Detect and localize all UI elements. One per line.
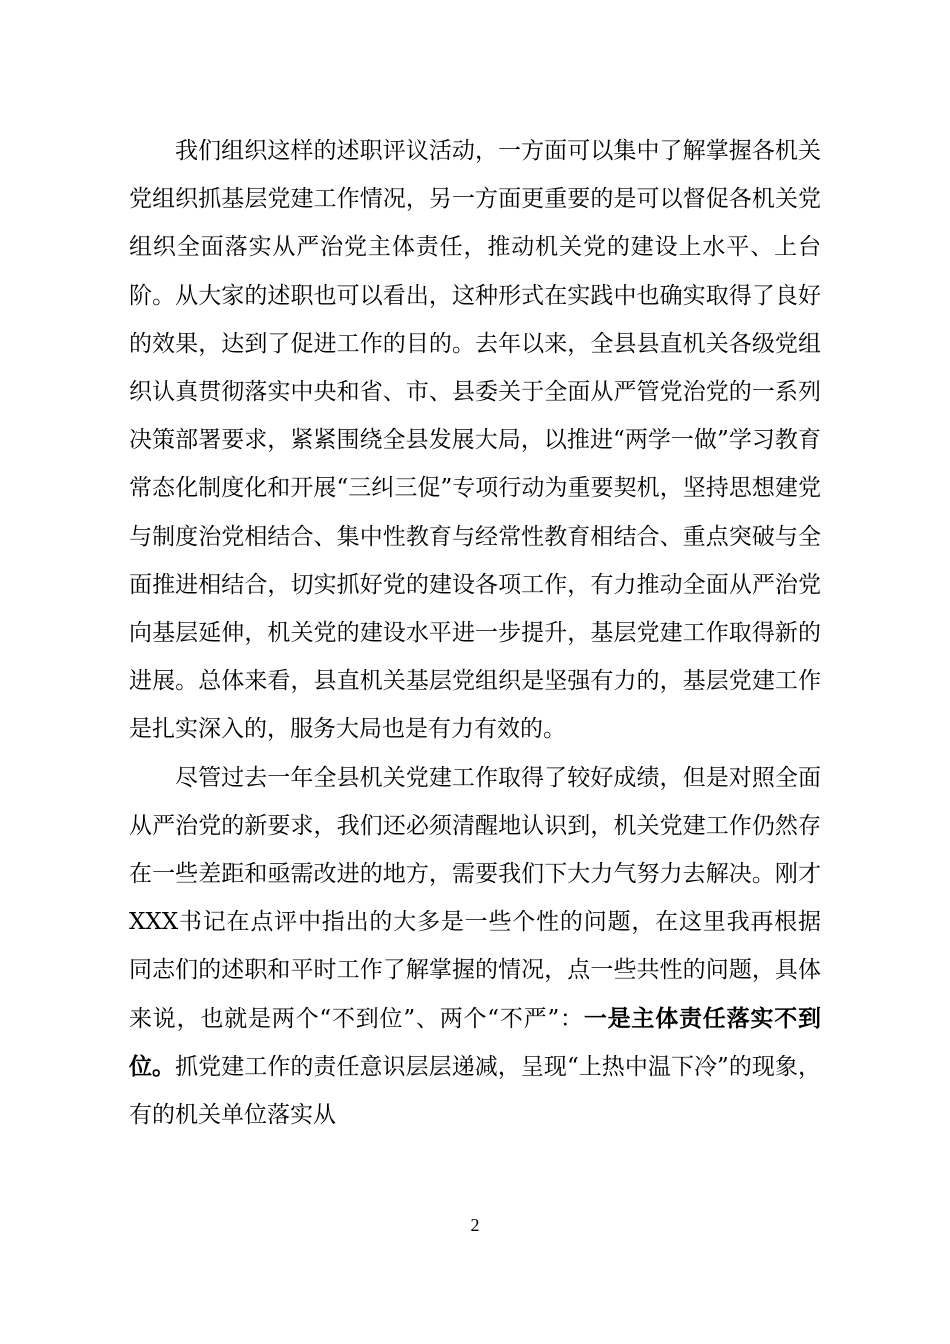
paragraph-2-text-after: 抓党建工作的责任意识层层递减，呈现“上热中温下冷”的现象，有的机关单位落实从 [129, 1053, 821, 1129]
page-number: 2 [470, 1215, 480, 1235]
paragraph-2 [129, 754, 821, 1140]
paragraph-2-text-before: 尽管过去一年全县机关党建工作取得了较好成绩，但是对照全面从严治党的新要求，我们还必须清醒地认识到，机关党建工作仍然存在一些差距和亟需改进的地方，需要我们下大力气努力去解决。刚才XXX书记在点评中指出的大多是一些个性的问题，在这里我再根据同志们的述职和平时工作了解掌握的情况，点一些共性的问题，具体来说，也就是两个“不到位”、两个“不严”： [129, 764, 821, 1032]
document-body [129, 127, 821, 1139]
paragraph-1: 我们组织这样的述职评议活动，一方面可以集中了解掌握各机关党组织抓基层党建工作情况，另一方面更重要的是可以督促各机关党组织全面落实从严治党主体责任，推动机关党的建设上水平、上台阶。从大家的述职也可以看出，这种形式在实践中也确实取得了良好的效果，达到了促进工作的目的。去年以来，全县县直机关各级党组织认真贯彻落实中央和省、市、县委关于全面从严管党治党的一系列决策部署要求，紧紧围绕全县发展大局，以推进“两学一做”学习教育常态化制度化和开展“三纠三促”专项行动为重要契机，坚持思想建党与制度治党相结合、集中性教育与经常性教育相结合、重点突破与全面推进相结合，切实抓好党的建设各项工作，有力推动全面从严治党向基层延伸，机关党的建设水平进一步提升，基层党建工作取得新的进展。总体来看，县直机关基层党组织是坚强有力的，基层党建工作是扎实深入的，服务大局也是有力有效的。 [129, 138, 821, 743]
paragraph-2-bold-heading: 一是主体责任落实不到位。 [129, 1004, 821, 1080]
